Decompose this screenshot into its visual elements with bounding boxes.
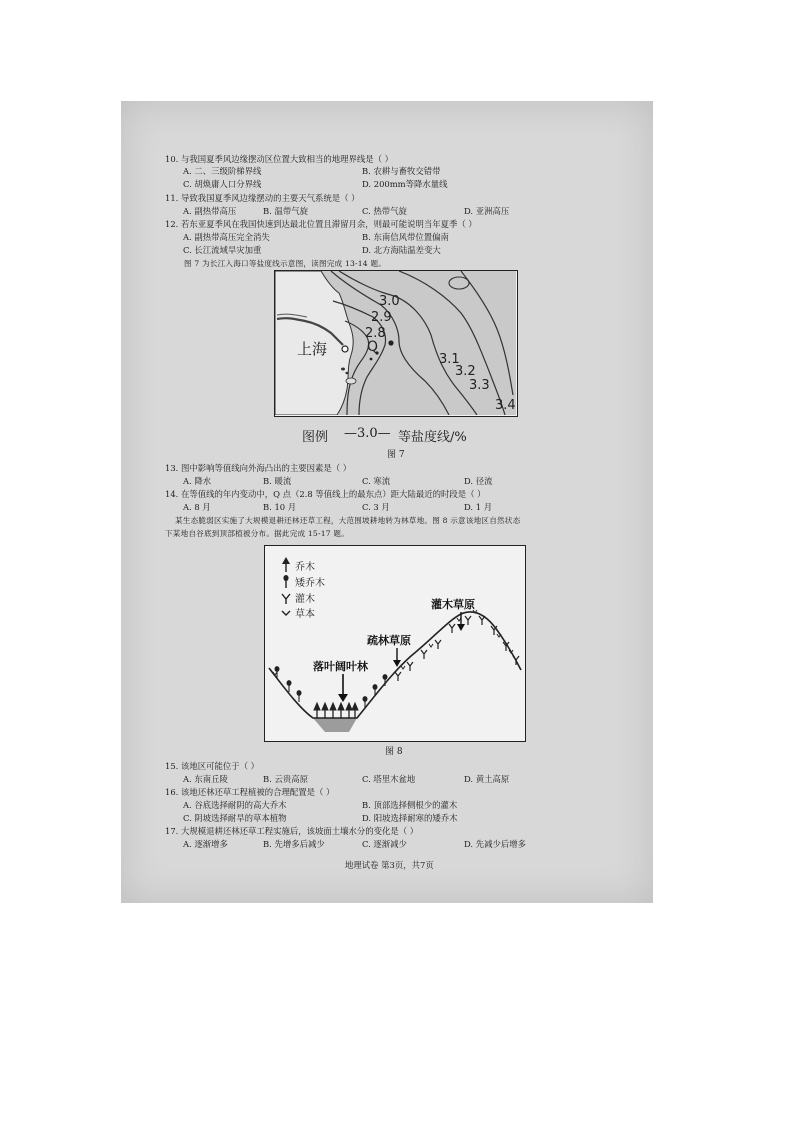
q10-option-a: A. 二、三级阶梯界线 [183, 166, 262, 176]
q14-option-a: A. 8 月 [183, 502, 211, 512]
q14-option-b: B. 10 月 [263, 502, 297, 512]
q13-option-d: D. 径流 [464, 476, 493, 486]
q13-option-c: C. 寒流 [362, 476, 391, 486]
q17-option-b: B. 先增多后减少 [263, 839, 325, 849]
q14-stem: 14. 在等值线的年内变动中，Q 点（2.8 等值线上的最东点）距大陆最近的时段是（ ） [165, 489, 486, 499]
q15-option-d: D. 黄土高原 [464, 774, 510, 784]
q15-option-a: A. 东南丘陵 [183, 774, 228, 784]
fig7-legend-text: 等盐度线/% [398, 430, 467, 445]
shrub-icon [282, 594, 290, 604]
q11-stem: 11. 导致我国夏季风边缘摆动的主要天气系统是（ ） [165, 193, 360, 203]
q17-option-a: A. 逐渐增多 [183, 839, 228, 849]
q12-stem: 12. 若东亚夏季风在我国快速到达最北位置且滞留月余，则最可能说明当年夏季（ ） [165, 219, 477, 229]
q11-option-a: A. 副热带高压 [183, 206, 237, 216]
q16-option-d: D. 阳坡选择耐寒的矮乔木 [362, 813, 458, 823]
fig7-map [274, 270, 518, 417]
legend-dwarf-tree-label: 矮乔木 [295, 578, 325, 589]
isoline-label-2-8: 2.8 [365, 326, 386, 341]
fig7-legend-prefix: 图例 [302, 430, 329, 445]
q17-stem: 17. 大规模退耕还林还草工程实施后，该坡面土壤水分的变化是（ ） [165, 826, 419, 836]
q10-option-d: D. 200mm等降水量线 [362, 179, 448, 189]
isoline-label-3-4: 3.4 [495, 398, 516, 413]
q11-option-d: D. 亚洲高压 [464, 206, 510, 216]
q10-stem: 10. 与我国夏季风边缘摆动区位置大致相当的地理界线是（ ） [165, 154, 394, 164]
fig8-intro-line-2: 下某地自谷底到顶部植被分布。据此完成 15-17 题。 [165, 529, 349, 538]
dwarf-tree-icon [283, 575, 288, 588]
shanghai-label: 上海 [297, 340, 328, 358]
label-sparse-grassland: 疏林草原 [367, 634, 411, 647]
salinity-isoline-map [275, 271, 516, 415]
isoline-label-3-1: 3.1 [439, 352, 460, 367]
q11-option-b: B. 温带气旋 [263, 206, 308, 216]
q16-stem: 16. 该地还林还草工程植被的合理配置是（ ） [165, 787, 335, 797]
label-shrub-grassland: 灌木草原 [431, 598, 475, 611]
q14-option-c: C. 3 月 [362, 502, 390, 512]
page-footer: 地理试卷 第3页，共7页 [345, 860, 434, 870]
isoline-label-3-0: 3.0 [379, 294, 400, 309]
q13-option-b: B. 暖流 [263, 476, 292, 486]
q16-option-c: C. 阴坡选择耐旱的草本植物 [183, 813, 287, 823]
q17-option-c: C. 逐渐减少 [362, 839, 407, 849]
q10-option-b: B. 农耕与畜牧交错带 [362, 166, 441, 176]
q12-option-d: D. 北方海陆温差变大 [362, 245, 441, 255]
isoline-label-3-3: 3.3 [469, 378, 490, 393]
fig7-caption: 图 7 [387, 450, 405, 460]
q16-option-a: A. 谷底选择耐阴的高大乔木 [183, 800, 287, 810]
q15-option-c: C. 塔里木盆地 [362, 774, 416, 784]
fig7-legend-line: —3.0— [344, 426, 391, 441]
q13-stem: 13. 图中影响等值线向外海凸出的主要因素是（ ） [165, 463, 352, 473]
q11-option-c: C. 热带气旋 [362, 206, 407, 216]
legend-tree-label: 乔木 [295, 562, 315, 573]
isoline-label-3-2: 3.2 [455, 364, 476, 379]
q15-stem: 15. 该地区可能位于（ ） [165, 761, 260, 771]
q14-option-d: D. 1 月 [464, 502, 493, 512]
q17-option-d: D. 先减少后增多 [464, 839, 526, 849]
point-q-label: Q [367, 339, 379, 355]
q12-option-c: C. 长江流域旱灾加重 [183, 245, 262, 255]
legend-shrub-label: 灌木 [295, 594, 315, 605]
q13-option-a: A. 降水 [183, 476, 212, 486]
fig8-caption: 图 8 [385, 747, 403, 757]
fig7-intro: 图 7 为长江入海口等盐度线示意图，读图完成 13-14 题。 [184, 259, 387, 268]
q15-option-b: B. 云贵高原 [263, 774, 308, 784]
tree-icon [282, 557, 290, 572]
q12-option-a: A. 副热带高压完全消失 [183, 232, 270, 242]
fig8-intro-line-1: 某生态脆弱区实施了大规模退耕还林还草工程，大范围坡耕地转为林草地。图 8 示意该地区自然状态 [175, 516, 521, 525]
vegetation-profile-diagram [265, 546, 524, 740]
q10-option-c: C. 胡焕庸人口分界线 [183, 179, 262, 189]
fig8-vegetation-profile [264, 545, 526, 742]
q12-option-b: B. 东南信风带位置偏南 [362, 232, 449, 242]
legend-grass-label: 草本 [295, 609, 315, 620]
label-deciduous-forest: 落叶阔叶林 [313, 660, 368, 673]
q16-option-b: B. 顶部选择侧根少的灌木 [362, 800, 458, 810]
isoline-label-2-9: 2.9 [371, 310, 392, 325]
grass-icon [282, 611, 290, 615]
